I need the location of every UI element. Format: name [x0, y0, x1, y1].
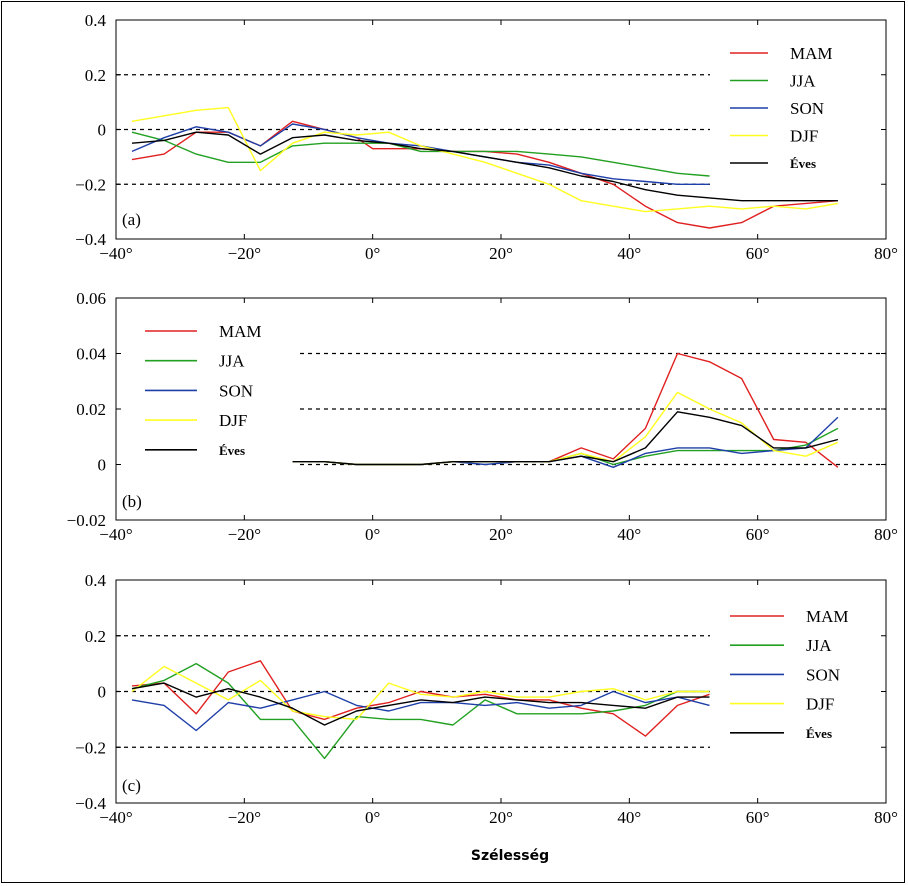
series-line-eves: [132, 132, 838, 201]
series-line-mam: [132, 121, 838, 228]
series-line-djf: [293, 392, 838, 464]
legend-label: Éves: [790, 156, 816, 171]
legend-label: DJF: [219, 411, 248, 431]
series-line-son: [132, 692, 710, 731]
legend-label: JJA: [806, 636, 832, 656]
legend-label: Éves: [806, 725, 832, 741]
y-tick-label: 0.04: [76, 344, 106, 364]
x-tick-label: −40°: [99, 808, 133, 827]
legend-label: SON: [790, 99, 825, 118]
y-tick-label: 0.4: [84, 11, 106, 30]
legend-label: MAM: [806, 607, 849, 626]
series-line-jja: [132, 132, 710, 176]
panel-c: [75, 571, 898, 827]
y-tick-label: 0.06: [76, 289, 106, 308]
series-line-djf: [132, 108, 838, 212]
y-tick-label: 0.02: [76, 400, 106, 419]
panel-label: (c): [122, 776, 141, 795]
legend-label: MAM: [219, 322, 262, 341]
y-tick-label: −0.4: [75, 230, 106, 249]
panel-a: [75, 11, 898, 263]
x-tick-label: 40°: [617, 525, 642, 544]
x-tick-label: 80°: [874, 244, 898, 263]
series-line-son: [132, 124, 710, 184]
series-line-eves: [293, 412, 838, 465]
y-tick-label: −0.2: [75, 738, 106, 758]
y-tick-label: 0.2: [84, 626, 106, 646]
x-tick-label: 80°: [874, 525, 898, 544]
x-tick-label: −40°: [99, 525, 133, 544]
y-tick-label: −0.4: [75, 794, 106, 813]
y-tick-label: 0.2: [84, 65, 106, 85]
legend-label: MAM: [790, 44, 833, 63]
x-tick-label: 20°: [489, 244, 513, 263]
y-tick-label: −0.02: [66, 511, 106, 530]
legend-label: SON: [806, 665, 841, 685]
x-tick-label: 40°: [617, 244, 642, 263]
x-tick-label: −20°: [227, 525, 262, 544]
x-tick-label: −20°: [227, 244, 262, 263]
panel-label: (a): [122, 210, 141, 229]
x-tick-label: −40°: [99, 244, 133, 263]
legend-label: SON: [219, 381, 254, 401]
x-tick-label: 60°: [745, 808, 770, 827]
y-tick-label: 0.4: [84, 571, 106, 590]
x-tick-label: 40°: [617, 808, 642, 827]
x-tick-label: 60°: [745, 244, 770, 263]
y-tick-label: 0: [97, 120, 106, 140]
legend-label: JJA: [790, 71, 816, 91]
x-tick-label: 20°: [489, 808, 513, 827]
y-tick-label: 0: [97, 682, 106, 702]
x-tick-label: 20°: [489, 525, 513, 544]
legend-label: DJF: [790, 126, 819, 146]
x-tick-label: 0°: [365, 244, 381, 263]
x-tick-label: 60°: [745, 525, 770, 544]
x-tick-label: 0°: [365, 808, 381, 827]
x-tick-label: 0°: [365, 525, 381, 544]
y-tick-label: 0: [97, 455, 106, 475]
series-line-mam: [132, 661, 710, 736]
x-tick-label: 80°: [874, 808, 898, 827]
x-axis-title: Szélesség: [470, 848, 550, 864]
series-line-son: [293, 417, 838, 467]
legend-label: JJA: [219, 351, 245, 371]
panel-label: (b): [122, 492, 142, 511]
x-tick-label: −20°: [227, 808, 262, 827]
y-tick-label: −0.2: [75, 175, 106, 195]
legend-label: Éves: [219, 442, 245, 458]
legend-label: DJF: [806, 694, 835, 714]
panel-b: [67, 289, 898, 544]
